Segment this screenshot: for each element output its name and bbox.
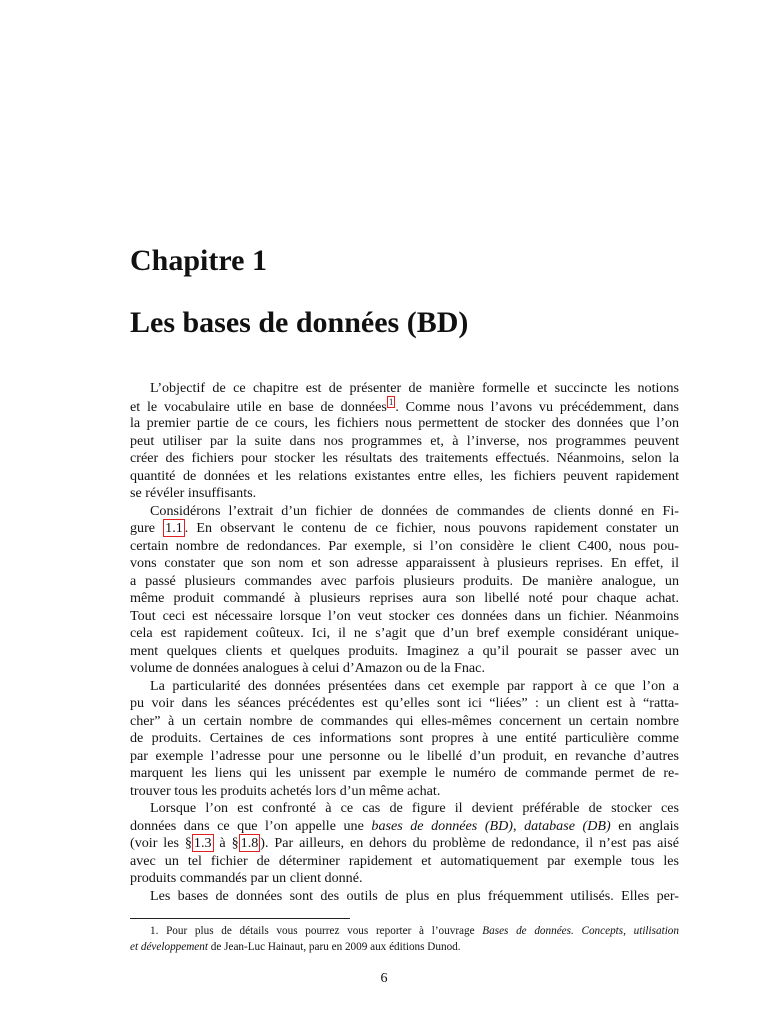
figure-link[interactable]: 1.1 [165, 520, 183, 536]
text-line [130, 835, 679, 853]
text-line: cela est rapidement coûteux. Ici, il ne s’agit que d’un bref exemple considérant unique- [130, 625, 679, 641]
text-fragment: Pour plus de détails vous pourrez vous reporter à l’ouvrage [158, 925, 483, 937]
text-line: Considérons l’extrait d’un fichier de données de commandes de clients donné en Fi- [150, 502, 679, 519]
text-fragment: . Comme nous l’avons vu précédemment, dans [395, 398, 679, 415]
section-link[interactable]: 1.3 [193, 835, 212, 851]
paragraph [130, 380, 679, 503]
text-fragment: en anglais [610, 817, 679, 834]
text-line: créer des fichiers pour stocker les résultats des traitements effectués. Néanmoins, selon la [130, 450, 679, 466]
text-line: La particularité des données présentées dans cet exemple par rapport à ce que l’on a [150, 677, 679, 694]
text-line: L’objectif de ce chapitre est de présenter de manière formelle et succincte les notions [150, 380, 679, 396]
text-fragment: de Jean-Luc Hainaut, paru en 2009 aux éditions Dunod. [207, 941, 461, 953]
page-number: 6 [380, 970, 388, 986]
text-fragment: ). Par ailleurs, en dehors du problème de redondance, il n’est pas aisé [260, 835, 679, 851]
text-fragment: , [513, 817, 525, 834]
text-line: avec un tel fichier de déterminer rapidement et automatiquement par exemple tous les [130, 852, 679, 869]
text-line: la premier partie de ce cours, les fichiers nous permettent de stocker des données que l’on [130, 415, 679, 431]
text-line: même produit commandé à plusieurs reprises aura son libellé noté pour chaque achat. [130, 590, 679, 606]
text-fragment: (voir les § [130, 835, 192, 851]
section-link[interactable]: 1.8 [240, 835, 259, 851]
text-line: Lorsque l’on est confronté à ce cas de figure il devient préférable de stocker ces [150, 800, 679, 816]
text-fragment: à § [213, 835, 239, 851]
text-line: Les bases de données sont des outils de plus en plus fréquemment utilisés. Elles per- [150, 887, 679, 904]
text-line: cher” à un certain nombre de commandes qui elles-mêmes concernent un certain nombre [130, 712, 679, 729]
text-line: ment quelques clients et quelques produits. Imaginez a qu’il pourait se passer avec un [130, 642, 679, 659]
text-line: pu voir dans les séances précédentes est qu’elles sont ici “liées” : un client est à “ratta- [130, 695, 679, 711]
text-fragment: bases de données (BD) [371, 817, 514, 834]
text-line: se révéler insuffisants. [130, 485, 257, 501]
chapter-title: Les bases de données (BD) [130, 306, 469, 339]
text-fragment: et développement [130, 941, 208, 953]
text-line: par exemple l’adresse pour une personne ou le libellé d’un produit, en revanche d’autres [130, 747, 679, 764]
paragraph [130, 800, 679, 888]
footnote-link[interactable]: 1 [388, 396, 394, 407]
paragraph [130, 503, 679, 678]
text-fragment: . En observant le contenu de ce fichier, nous pouvons rapidement constater un [184, 520, 679, 536]
text-line: a passé plusieurs commandes avec parfois plusieurs produits. De manière analogue, un [130, 572, 679, 589]
text-line: quantité de données et les relations existantes entre elles, les fichiers peuvent rapidement [130, 467, 679, 484]
text-line [130, 398, 679, 416]
text-fragment: database (DB) [524, 817, 611, 834]
text-line: produits commandés par un client donné. [130, 870, 363, 886]
body-text [130, 380, 679, 905]
text-line: de produits. Certaines de ces informations sont propres à une entité particulière comme [130, 730, 679, 746]
text-line [130, 520, 679, 538]
footnote-rule [130, 918, 350, 919]
text-line [130, 818, 679, 836]
text-fragment: Bases de données. Concepts, utilisation [482, 925, 679, 937]
text-line: vons constater que son nom et son adresse apparaissent à plusieurs reprises. En effet, il [130, 555, 679, 571]
chapter-label: Chapitre 1 [130, 244, 267, 277]
paragraph [130, 678, 679, 801]
text-line: certain nombre de redondances. Par exemple, si l’on considère le client C400, nous pou- [130, 537, 679, 554]
text-fragment: gure [130, 520, 164, 536]
text-line: marquent les liens qui les unissent par exemple le numéro de commande permet de re- [130, 765, 679, 781]
text-line: volume de données analogues à celui d’Amazon ou de la Fnac. [130, 660, 485, 676]
text-fragment: et le vocabulaire utile en base de données [130, 398, 387, 415]
footnote-number: 1. [150, 925, 159, 937]
text-line: Tout ceci est nécessaire lorsque l’on veut stocker ces données dans un fichier. Néanmoins [130, 607, 679, 624]
text-line: trouver tous les produits achetés lors d’un même achat. [130, 782, 441, 799]
footnote-line [130, 939, 679, 955]
text-fragment: données dans ce que l’on appelle une [130, 817, 372, 834]
footnote-line [130, 923, 679, 939]
paragraph [130, 888, 679, 906]
footnote [130, 923, 679, 955]
text-line: peut utiliser par la suite dans nos programmes et, à l’inverse, nos programmes peuvent [130, 432, 679, 449]
